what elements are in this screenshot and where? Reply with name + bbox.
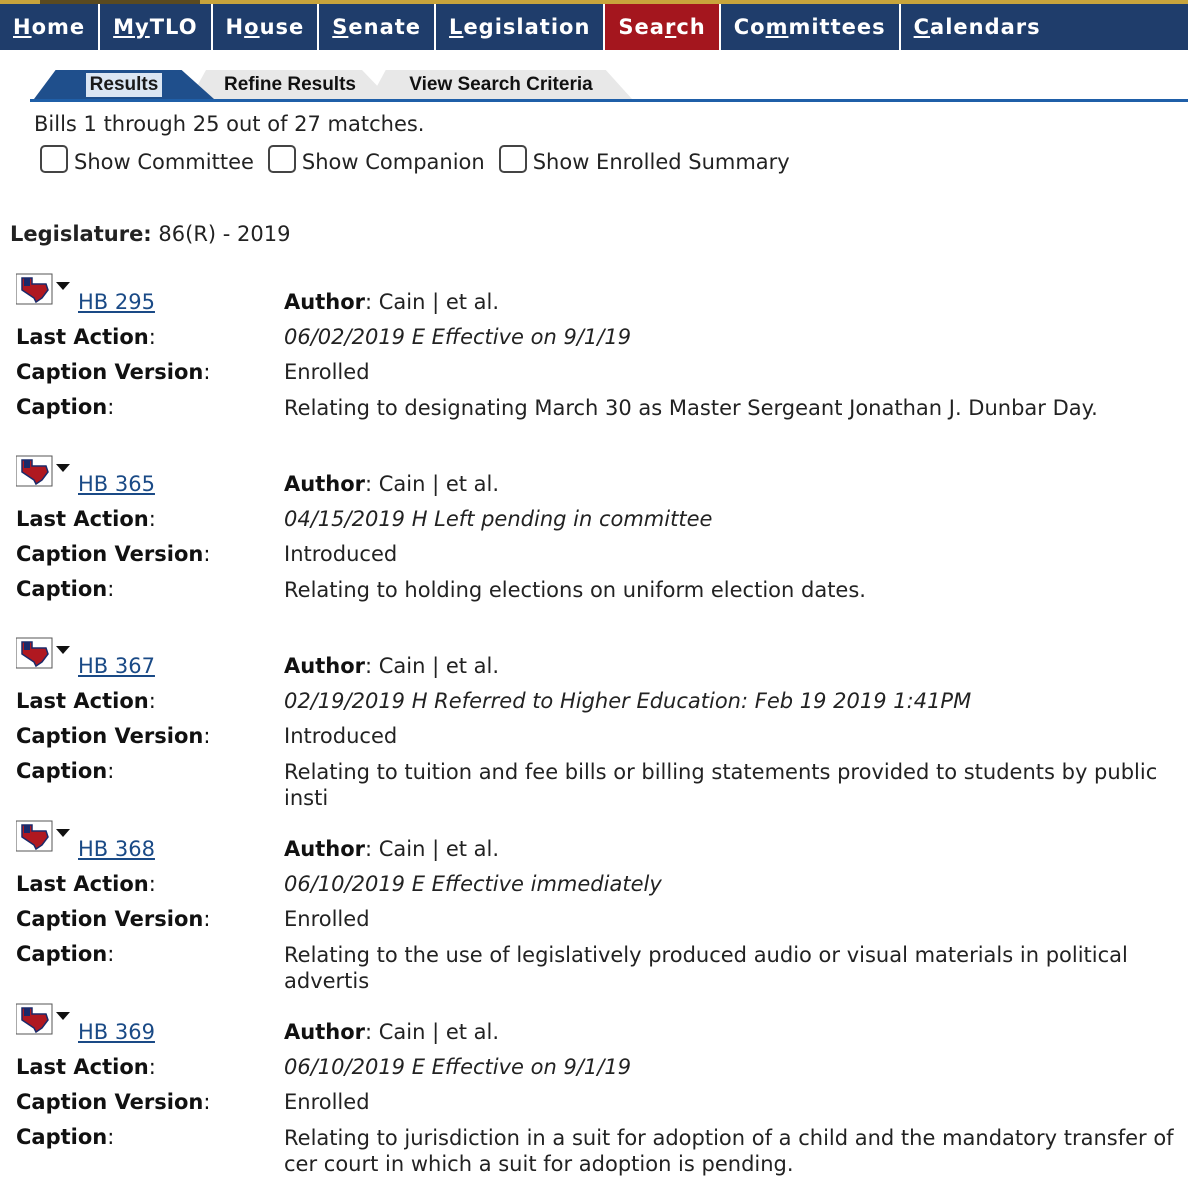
main-nav xyxy=(0,4,1188,50)
last-action-value: 06/02/2019 E Effective on 9/1/19 xyxy=(284,325,632,349)
bill-actions-icon[interactable] xyxy=(16,454,76,490)
bill-actions-icon[interactable] xyxy=(16,819,76,855)
caption-version-value: Enrolled xyxy=(284,1090,370,1114)
caption-version-label: Caption Version: xyxy=(16,360,211,384)
bill-link[interactable]: HB 369 xyxy=(78,1020,155,1044)
last-action-label: Last Action: xyxy=(16,507,156,531)
caption-version-label: Caption Version: xyxy=(16,724,211,748)
caption-value: Relating to jurisdiction in a suit for adoption of a child and the mandatory transfer of cer court in which a suit for adoption is pending. xyxy=(284,1126,1174,1176)
caption-value: Relating to tuition and fee bills or billing statements provided to students by public insti xyxy=(284,760,1158,810)
last-action-label: Last Action: xyxy=(16,689,156,713)
caption-version-value: Introduced xyxy=(284,724,398,748)
nav-home[interactable]: H ome xyxy=(0,4,100,50)
tab-refine-results[interactable] xyxy=(190,70,390,99)
bill-author: Cain | et al. xyxy=(378,1020,500,1044)
nav-legislation[interactable]: L egislation xyxy=(436,4,605,50)
last-action-value: 04/15/2019 H Left pending in committee xyxy=(284,507,713,531)
caption-label: Caption: xyxy=(16,942,115,966)
bill-entry: HB 368 Author: Cain | et al. Last Action: 06/10/2019 E Effective immediately Caption Version: Enrolled Caption: Relating to the use of legislatively produced audio or visual materials in political advertis xyxy=(0,837,1188,987)
caption-version-label: Caption Version: xyxy=(16,542,211,566)
last-action-value: 02/19/2019 H Referred to Higher Education: Feb 19 2019 1:41PM xyxy=(284,689,972,713)
nav-calendars[interactable]: C alendars xyxy=(913,15,1041,39)
last-action-label: Last Action: xyxy=(16,872,156,896)
bill-actions-icon[interactable] xyxy=(16,272,76,308)
caption-version-label: Caption Version: xyxy=(16,1090,211,1114)
caption-label: Caption: xyxy=(16,395,115,419)
show-enrolled-checkbox[interactable] xyxy=(499,145,527,173)
tab-label: Refine Results xyxy=(224,73,356,95)
bill-link[interactable]: HB 368 xyxy=(78,837,155,861)
tab-results[interactable] xyxy=(34,70,214,99)
nav-house[interactable]: H o use xyxy=(213,4,320,50)
bill-author: Cain | et al. xyxy=(378,837,500,861)
last-action-label: Last Action: xyxy=(16,1055,156,1079)
bill-entry: HB 367 Author: Cain | et al. Last Action: 02/19/2019 H Referred to Higher Education: Feb 19 2019 1:41PM Caption Version: Introduced Caption: Relating to tuition and fee bills or billing statements provided to students by public insti xyxy=(0,654,1188,804)
caption-version-label: Caption Version: xyxy=(16,907,211,931)
last-action-value: 06/10/2019 E Effective immediately xyxy=(284,872,662,896)
bill-link[interactable]: HB 295 xyxy=(78,290,155,314)
bill-entry: HB 369 Author: Cain | et al. Last Action: 06/10/2019 E Effective on 9/1/19 Caption Version: Enrolled Caption: Relating to jurisdiction in a suit for adoption of a child and the mandatory transfer of cer court in which a suit for adoption is pending. xyxy=(0,1020,1188,1170)
nav-senate[interactable]: S enate xyxy=(319,4,436,50)
caption-version-value: Introduced xyxy=(284,542,398,566)
bill-author: Cain | et al. xyxy=(378,654,500,678)
caption-value: Relating to the use of legislatively produced audio or visual materials in political advertis xyxy=(284,943,1128,993)
caption-label: Caption: xyxy=(16,1125,115,1149)
display-options xyxy=(40,150,804,174)
bill-actions-icon[interactable] xyxy=(16,1002,76,1038)
last-action-value: 06/10/2019 E Effective on 9/1/19 xyxy=(284,1055,632,1079)
caption-label: Caption: xyxy=(16,759,115,783)
caption-version-value: Enrolled xyxy=(284,360,370,384)
results-summary: Bills 1 through 25 out of 27 matches. xyxy=(34,112,425,136)
show-companion-option[interactable]: Show Companion xyxy=(268,150,485,174)
bill-link[interactable]: HB 365 xyxy=(78,472,155,496)
caption-value: Relating to holding elections on uniform election dates. xyxy=(284,578,866,602)
show-committee-checkbox[interactable] xyxy=(40,145,68,173)
show-enrolled-option[interactable]: Show Enrolled Summary xyxy=(499,150,790,174)
caption-version-value: Enrolled xyxy=(284,907,370,931)
tab-view-search-criteria[interactable] xyxy=(370,70,632,99)
bill-actions-icon[interactable] xyxy=(16,636,76,672)
bill-author: Cain | et al. xyxy=(378,472,500,496)
caption-label: Caption: xyxy=(16,577,115,601)
tab-rule xyxy=(30,99,1188,102)
bill-entry: HB 365 Author: Cain | et al. Last Action: 04/15/2019 H Left pending in committee Caption Version: Introduced Caption: Relating to holding elections on uniform election dates. xyxy=(0,472,1188,622)
bill-link[interactable]: HB 367 xyxy=(78,654,155,678)
show-companion-checkbox[interactable] xyxy=(268,145,296,173)
nav-my-tlo[interactable]: My TLO xyxy=(100,4,212,50)
tab-label: Results xyxy=(86,73,163,97)
nav-search[interactable]: Sea r ch xyxy=(605,4,720,50)
results-tabs xyxy=(30,70,1188,104)
legislature-line: Legislature: 86(R) - 2019 xyxy=(10,222,291,246)
bill-entry: HB 295 Author: Cain | et al. Last Action: 06/02/2019 E Effective on 9/1/19 Caption Version: Enrolled Caption: Relating to designating March 30 as Master Sergeant Jonathan J. Dunbar Day. xyxy=(0,290,1188,440)
tab-label: View Search Criteria xyxy=(409,73,593,95)
last-action-label: Last Action: xyxy=(16,325,156,349)
bill-author: Cain | et al. xyxy=(378,290,500,314)
caption-value: Relating to designating March 30 as Master Sergeant Jonathan J. Dunbar Day. xyxy=(284,396,1098,420)
nav-committees[interactable]: Co m mittees xyxy=(721,4,901,50)
show-committee-option[interactable]: Show Committee xyxy=(40,150,254,174)
